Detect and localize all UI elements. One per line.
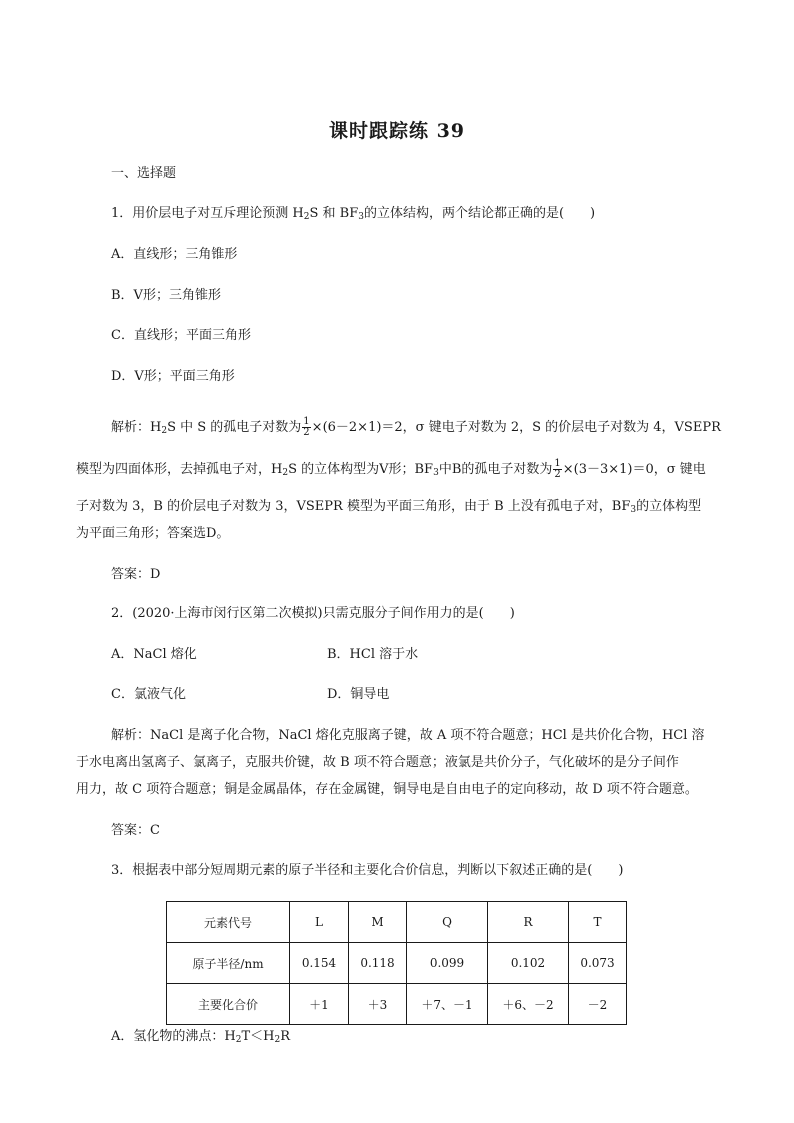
table-cell: 0.073: [569, 943, 627, 984]
table-cell: 0.102: [488, 943, 569, 984]
table-header-cell: M: [349, 902, 407, 943]
table-cell: 0.099: [407, 943, 488, 984]
q2-option-d: D．铜导电: [327, 687, 390, 702]
table-header-cell: R: [488, 902, 569, 943]
element-data-table: [166, 901, 627, 1025]
section-heading: 一、选择题: [111, 166, 177, 181]
q2-option-c: C．氯液气化: [111, 687, 186, 702]
q1-answer: 答案：D: [111, 567, 161, 582]
q1-analysis-line-1: 解析：$H_2S$ 中 S 的孤电子对数为 $\frac{1}{2}$ ×(6－2×1)＝2，σ 键电子对数为 2，S 的价层电子对数为 4，VSEPR: [111, 416, 721, 438]
q1-option-d: D．V形；平面三角形: [111, 369, 235, 384]
table-cell: 主要化合价: [167, 984, 290, 1025]
table-cell: ＋3: [349, 984, 407, 1025]
table-cell: －2: [569, 984, 627, 1025]
table-cell: 0.154: [290, 943, 349, 984]
q2-analysis-line-3: 用力，故 C 项符合题意；铜是金属晶体，存在金属键，铜导电是自由电子的定向移动，故 D 项不符合题意。: [76, 782, 698, 797]
table-header-cell: Q: [407, 902, 488, 943]
table-cell: ＋7、－1: [407, 984, 488, 1025]
q1-stem: 1．用价层电子对互斥理论预测 $H_2S$ 和 $BF_3$的立体结构，两个结论都正确的是( ): [111, 206, 596, 222]
q1-option-c: C．直线形；平面三角形: [111, 328, 251, 343]
q2-answer: 答案：C: [111, 823, 160, 838]
q2-analysis-line-2: 于水电离出氢离子、氯离子，克服共价键，故 B 项不符合题意；液氯是共价分子，气化破坏的是分子间作: [76, 755, 679, 770]
table-row: [167, 943, 627, 984]
table-cell: ＋6、－2: [488, 984, 569, 1025]
table-header-cell: L: [290, 902, 349, 943]
fraction-one-half: $\frac{1}{2}$: [303, 416, 310, 438]
page-title: 课时跟踪练 39: [328, 120, 466, 142]
table-cell: 0.118: [349, 943, 407, 984]
table-cell: 原子半径/nm: [167, 943, 290, 984]
table-header-row: [167, 902, 627, 943]
table-header-cell: T: [569, 902, 627, 943]
q1-analysis-line-3: 子对数为 3，B 的价层电子对数为 3，VSEPR 模型为平面三角形，由于 B 上没有孤电子对，$BF_3$的立体构型: [76, 499, 702, 515]
table-cell: ＋1: [290, 984, 349, 1025]
q2-option-b: B．HCl 溶于水: [327, 647, 419, 662]
q3-stem: 3．根据表中部分短周期元素的原子半径和主要化合价信息，判断以下叙述正确的是( ): [111, 863, 624, 878]
q1-option-a: A．直线形；三角锥形: [111, 247, 238, 262]
table-row: [167, 984, 627, 1025]
q3-option-a: A．氢化物的沸点：$H_2T<H_2R$: [111, 1029, 291, 1045]
q1-analysis-line-4: 为平面三角形；答案选D。: [76, 526, 230, 541]
q1-analysis-line-2: 模型为四面体形，去掉孤电子对，$H_2S$ 的立体构型为V形；$BF_3$中B的孤电子对数为 $\frac{1}{2}$ ×(3－3×1)＝0，σ 键电: [76, 458, 706, 480]
fraction-one-half: $\frac{1}{2}$: [554, 458, 561, 480]
q1-option-b: B．V形；三角锥形: [111, 288, 221, 303]
q2-stem: 2．(2020·上海市闵行区第二次模拟)只需克服分子间作用力的是( ): [111, 606, 515, 621]
q2-option-a: A．NaCl 熔化: [111, 647, 197, 662]
q2-analysis-line-1: 解析：NaCl 是离子化合物，NaCl 熔化克服离子键，故 A 项不符合题意；HCl 是共价化合物，HCl 溶: [111, 728, 705, 743]
table-header-cell: 元素代号: [167, 902, 290, 943]
